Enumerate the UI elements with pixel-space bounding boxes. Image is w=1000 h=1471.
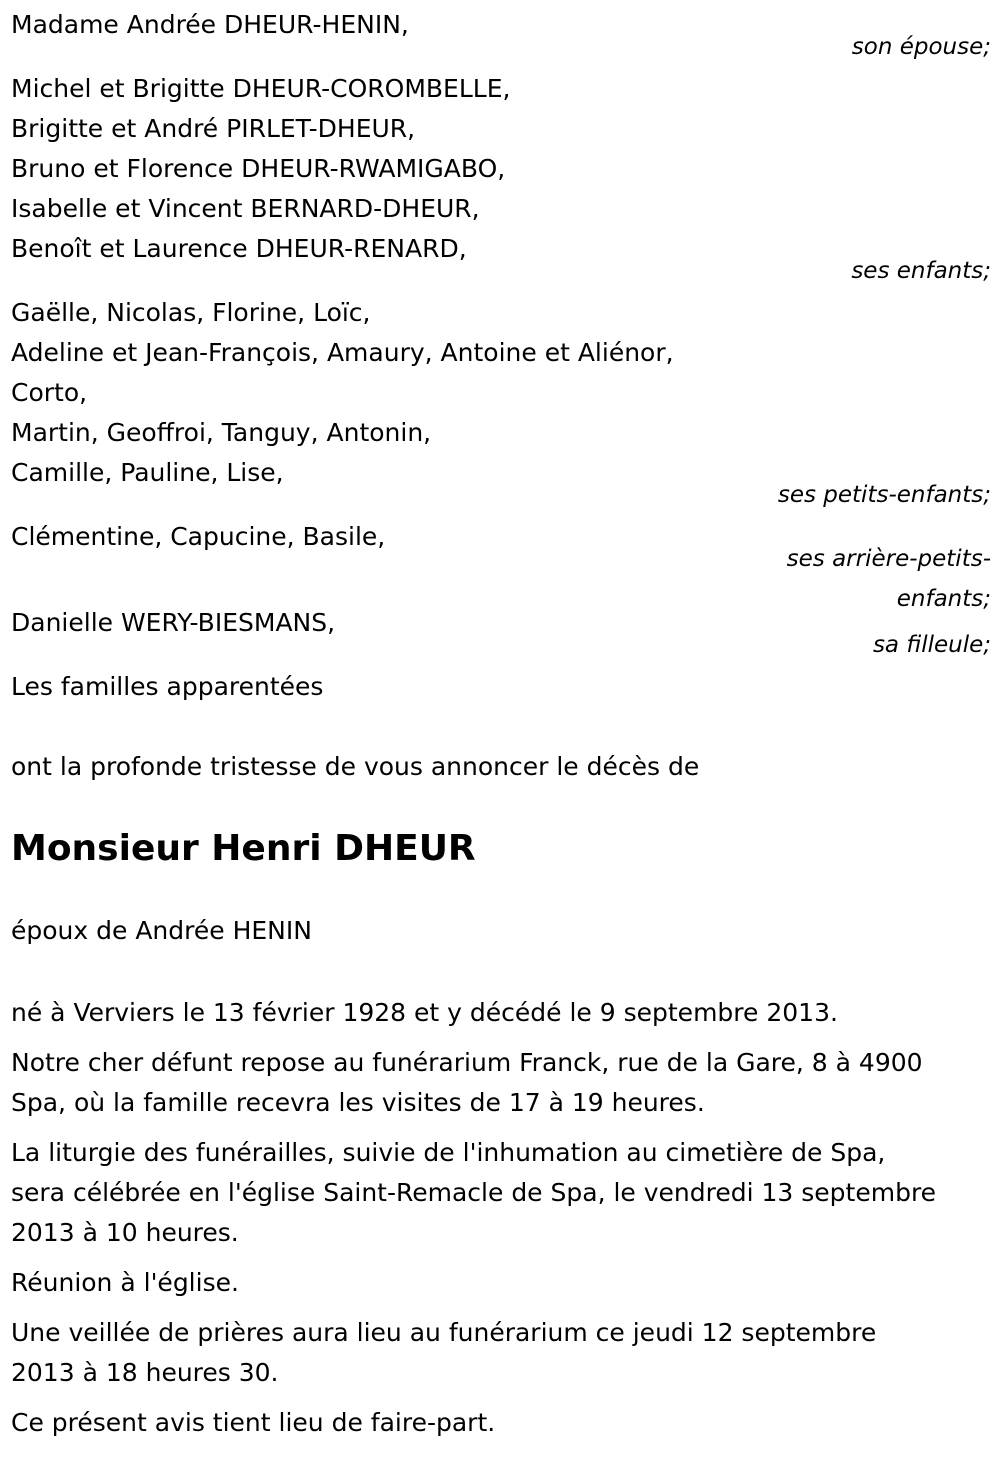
family-name-line: Corto,	[11, 378, 88, 407]
family-name-line: Bruno et Florence DHEUR-RWAMIGABO,	[11, 154, 506, 183]
text-line: 2013 à 18 heures 30.	[11, 1358, 279, 1387]
family-name-line: Camille, Pauline, Lise,	[11, 458, 284, 487]
notice-text	[11, 1403, 991, 1443]
family-name-line: Danielle WERY-BIESMANS,	[11, 608, 336, 637]
family-role-label: son épouse;	[851, 34, 991, 60]
text-line: Ce présent avis tient lieu de faire-part.	[11, 1408, 496, 1437]
announcement-text: ont la profonde tristesse de vous annoncer le décès de	[11, 752, 700, 781]
family-name-line: Gaëlle, Nicolas, Florine, Loïc,	[11, 298, 371, 327]
text-line: né à Verviers le 13 février 1928 et y décédé le 9 septembre 2013.	[11, 998, 838, 1027]
family-role-label: ses enfants;	[851, 258, 991, 284]
obituary-page	[11, 5, 991, 1453]
family-group-children	[11, 69, 991, 291]
vigil-text	[11, 1313, 991, 1393]
family-name-line: Benoît et Laurence DHEUR-RENARD,	[11, 234, 467, 263]
family-role-label: ses petits-enfants;	[777, 482, 991, 508]
text-line: 2013 à 10 heures.	[11, 1218, 239, 1247]
family-name-line: Michel et Brigitte DHEUR-COROMBELLE,	[11, 74, 511, 103]
family-group-goddaughter	[11, 603, 991, 665]
text-line: Spa, où la famille recevra les visites de 17 à 19 heures.	[11, 1088, 705, 1117]
family-role-line: enfants;	[896, 586, 991, 612]
spacer	[11, 951, 991, 993]
text-line: Une veillée de prières aura lieu au funérarium ce jeudi 12 septembre	[11, 1318, 877, 1347]
spacer	[11, 707, 991, 747]
text-line: Réunion à l'église.	[11, 1268, 239, 1297]
family-role-label: sa filleule;	[872, 632, 991, 658]
text-line: Notre cher défunt repose au funérarium Franck, rue de la Gare, 8 à 4900	[11, 1048, 923, 1077]
family-group-spouse	[11, 5, 991, 67]
family-name-line: Clémentine, Capucine, Basile,	[11, 522, 386, 551]
family-name-line: Adeline et Jean-François, Amaury, Antoine et Aliénor,	[11, 338, 674, 367]
spacer	[11, 787, 991, 825]
spacer	[11, 873, 991, 911]
rest-text	[11, 1043, 991, 1123]
liturgy-text	[11, 1133, 991, 1253]
family-name-line: Martin, Geoffroi, Tanguy, Antonin,	[11, 418, 432, 447]
family-name-line: Isabelle et Vincent BERNARD-DHEUR,	[11, 194, 480, 223]
birth-death-text	[11, 993, 991, 1033]
family-group-grandchildren	[11, 293, 991, 515]
text-line: La liturgie des funérailles, suivie de l'inhumation au cimetière de Spa,	[11, 1138, 886, 1167]
meeting-text	[11, 1263, 991, 1303]
family-role-line: ses arrière-petits-	[786, 546, 991, 572]
text-line: sera célébrée en l'église Saint-Remacle de Spa, le vendredi 13 septembre	[11, 1178, 937, 1207]
deceased-name: Monsieur Henri DHEUR	[11, 828, 476, 869]
family-name-line: Brigitte et André PIRLET-DHEUR,	[11, 114, 416, 143]
family-name-line: Madame Andrée DHEUR-HENIN,	[11, 10, 409, 39]
spouse-of: époux de Andrée HENIN	[11, 916, 312, 945]
related-families: Les familles apparentées	[11, 672, 324, 701]
